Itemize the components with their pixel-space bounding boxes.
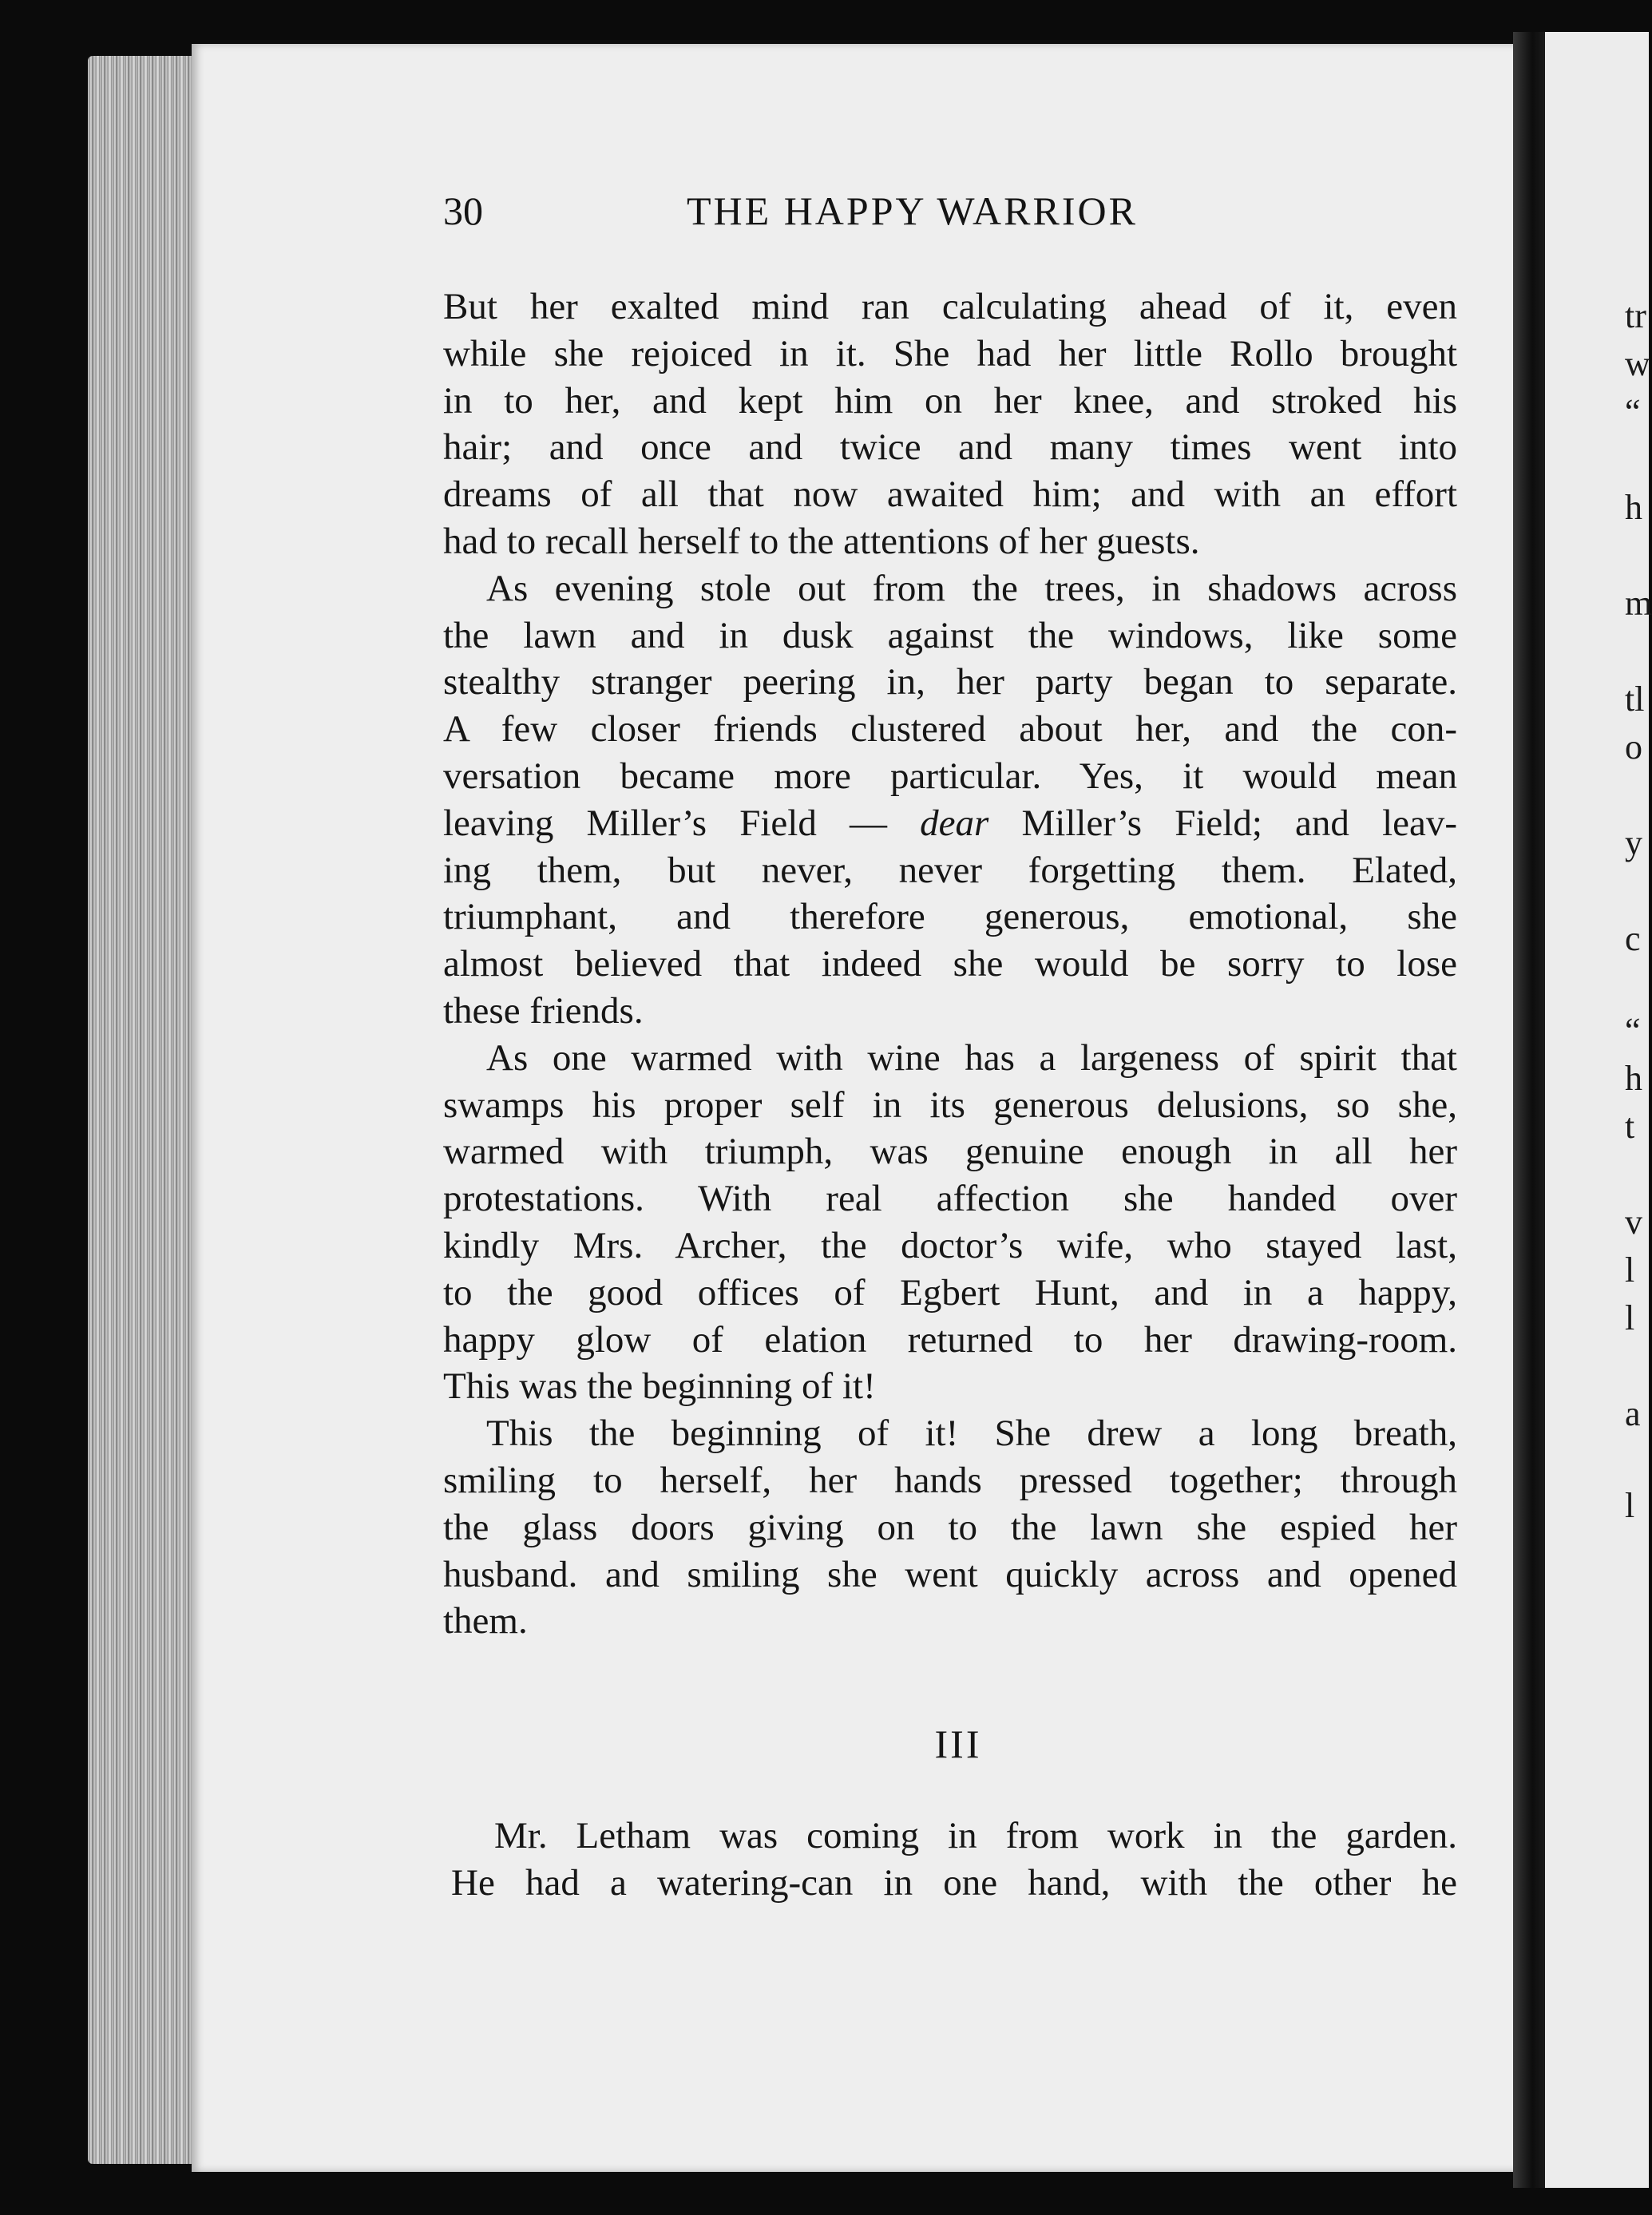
text-line: As one warmed with wine has a largeness of spirit that — [486, 1036, 1457, 1079]
facing-page-fragment: l — [1625, 1298, 1635, 1337]
text-line: warmed with triumph, was genuine enough in all her — [443, 1131, 1457, 1173]
text-line: This the beginning of it! She drew a long breath, — [486, 1413, 1457, 1455]
facing-page-fragment: l — [1625, 1250, 1635, 1290]
facing-page-fragment: c — [1625, 919, 1641, 958]
text-line: ing them, but never, never forgetting them. Elated, — [443, 849, 1457, 891]
text-line: in to her, and kept him on her knee, and stroked his — [443, 379, 1457, 422]
facing-page-fragment: “ — [1625, 1011, 1641, 1050]
text-line: hair; and once and twice and many times went into — [443, 426, 1457, 469]
body-text — [443, 283, 1457, 1645]
facing-page-fragment: tr — [1625, 296, 1646, 335]
page-edges — [88, 56, 200, 2164]
text-line — [443, 800, 1457, 847]
text-line: dreams of all that now awaited him; and with an effort — [443, 474, 1457, 516]
text-line: had to recall herself to the attentions of her guests. — [443, 520, 1200, 562]
facing-page-fragment: o — [1625, 727, 1642, 767]
text-line: A few closer friends clustered about her, and the con- — [443, 708, 1457, 751]
facing-page-fragment: m — [1625, 584, 1652, 623]
text-line: happy glow of elation returned to her drawing-room. — [443, 1318, 1457, 1361]
text-line: protestations. With real affection she handed over — [443, 1178, 1457, 1220]
running-head — [443, 188, 1469, 244]
paragraph — [443, 565, 1457, 1035]
paragraph — [443, 1410, 1457, 1645]
facing-page-fragment: t — [1625, 1107, 1635, 1146]
facing-page-fragment: “ — [1625, 392, 1641, 431]
text-line: swamps his proper self in its generous delusions, so she, — [443, 1084, 1457, 1126]
facing-page-fragment: tl — [1625, 680, 1645, 719]
paragraph — [451, 1813, 1457, 1907]
facing-page-fragment: h — [1625, 1059, 1642, 1098]
text-line: husband. and smiling she went quickly across and opened — [443, 1553, 1457, 1595]
text-line: But her exalted mind ran calculating ahead of it, even — [443, 286, 1457, 327]
text-line: smiling to herself, her hands pressed together; through — [443, 1459, 1457, 1501]
text-line: almost believed that indeed she would be sorry to lose — [443, 943, 1457, 985]
facing-page-fragment: v — [1625, 1203, 1642, 1242]
text-segment: Miller’s Field; and leav- — [1021, 802, 1458, 844]
text-line: these friends. — [443, 989, 644, 1032]
text-line: Mr. Letham was coming in from work in the garden. — [494, 1815, 1457, 1856]
book-gutter — [1513, 32, 1545, 2188]
paragraph — [443, 283, 1457, 565]
text-line: kindly Mrs. Archer, the doctor’s wife, who stayed last, — [443, 1224, 1457, 1266]
facing-page-fragment: w — [1625, 344, 1650, 383]
facing-page-fragment: a — [1625, 1394, 1641, 1433]
paragraph — [443, 1035, 1457, 1410]
section-heading: III — [934, 1722, 982, 1766]
text-line: As evening stole out from the trees, in shadows across — [486, 567, 1457, 609]
text-line: the lawn and in dusk against the windows, like some — [443, 614, 1457, 656]
facing-page-fragment: y — [1625, 823, 1642, 862]
facing-page-fragment: l — [1625, 1486, 1635, 1525]
page-number: 30 — [443, 188, 483, 233]
book-title: THE HAPPY WARRIOR — [687, 188, 1138, 233]
text-line: the glass doors giving on to the lawn she espied her — [443, 1506, 1457, 1548]
italic-word: dear — [920, 802, 989, 844]
text-segment: leaving Miller’s Field — — [443, 802, 887, 844]
text-line: stealthy stranger peering in, her party began to separate. — [443, 661, 1457, 703]
text-line: This was the beginning of it! — [443, 1365, 876, 1408]
text-line: He had a watering-can in one hand, with the other he — [451, 1861, 1457, 1904]
text-line: triumphant, and therefore generous, emotional, she — [443, 896, 1457, 938]
facing-page-fragment: h — [1625, 488, 1642, 527]
text-line: them. — [443, 1600, 528, 1642]
text-line: to the good offices of Egbert Hunt, and in a happy, — [443, 1271, 1457, 1314]
text-line: versation became more particular. Yes, it would mean — [443, 755, 1457, 797]
section-text — [451, 1813, 1457, 1907]
text-line: while she rejoiced in it. She had her little Rollo brought — [443, 332, 1457, 374]
